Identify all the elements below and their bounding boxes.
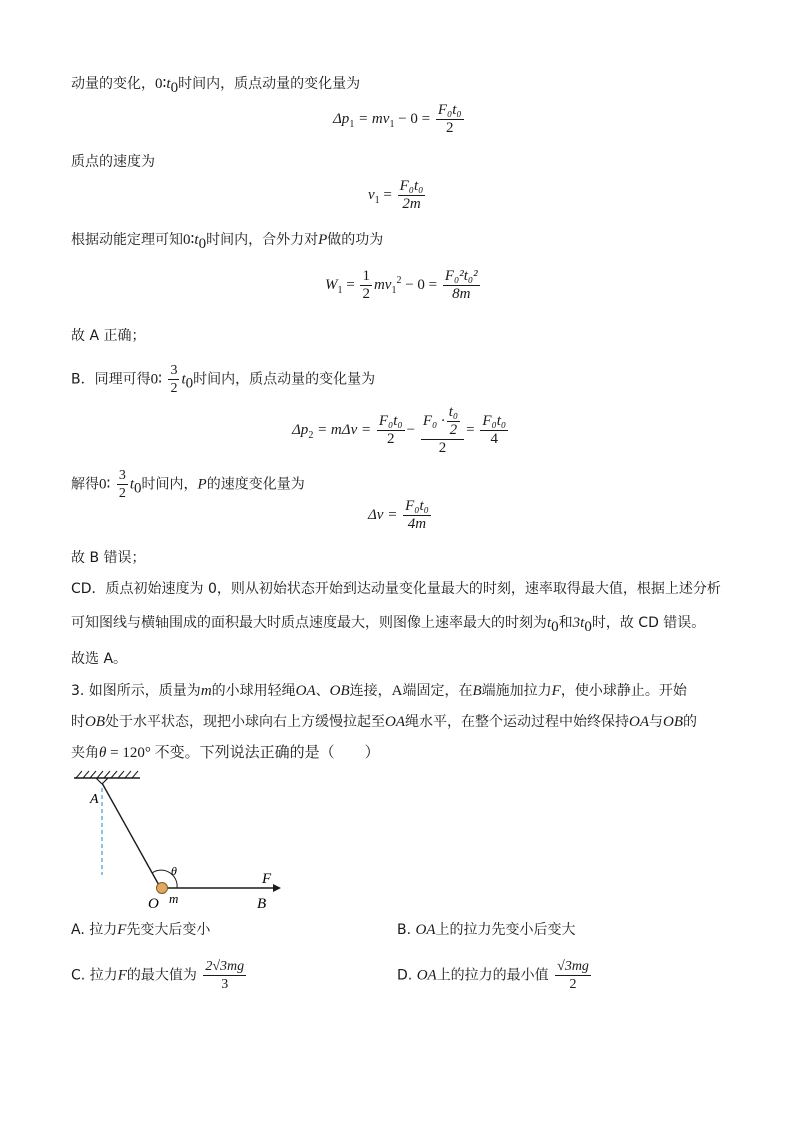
numerator — [421, 404, 464, 440]
var-t: t — [166, 76, 171, 92]
denominator: 3 — [221, 977, 229, 992]
eq-term: = mΔv = — [313, 421, 372, 438]
eq-term: − 0 = — [401, 276, 438, 293]
physics-diagram — [68, 770, 298, 915]
solution-line-8 — [71, 579, 721, 599]
subscript: 0 — [584, 618, 592, 635]
option-letter: C. — [71, 967, 86, 984]
equation-momentum-change-2 — [292, 404, 510, 457]
equals-sign: = — [466, 421, 475, 438]
label-m: m — [169, 891, 179, 906]
fraction-three-halves — [117, 467, 128, 502]
solution-line-6 — [71, 467, 305, 502]
var-t: t — [194, 232, 199, 248]
subscript: 0 — [170, 79, 179, 96]
equation-momentum-change-1 — [333, 102, 466, 137]
denominator: 4m — [407, 516, 427, 532]
inner-fraction — [447, 404, 460, 439]
option-A[interactable] — [71, 920, 210, 940]
option-text: 拉力 — [89, 922, 118, 938]
fraction-compound — [421, 404, 464, 457]
fraction — [377, 413, 405, 448]
text-segment: 端施加拉力 — [481, 683, 552, 699]
var-OB: OB — [663, 714, 683, 730]
text-segment: 根据动能定理可知 — [71, 232, 183, 248]
option-text: 的最大值为 — [126, 967, 197, 984]
denominator: 8m — [452, 286, 471, 302]
fraction-answer-C — [203, 958, 246, 993]
denominator: 2 — [438, 440, 447, 456]
var-F: F — [551, 683, 561, 699]
numerator: t₀ — [448, 404, 459, 420]
fraction-three-halves — [168, 362, 179, 397]
text-segment: 故选 A。 — [71, 651, 128, 667]
text-segment: 与 — [649, 714, 663, 730]
label-A: A — [90, 792, 99, 807]
eq-term: = — [379, 186, 392, 203]
denominator: 2 — [170, 381, 178, 396]
subscript: 0 — [198, 235, 207, 252]
text-segment: B．同理可得 — [71, 371, 151, 388]
interval-start: 0∶ — [99, 476, 111, 493]
text-segment: 质点的速度为 — [71, 154, 155, 170]
text-segment: ，使小球静止。开始 — [560, 683, 687, 699]
numerator: 3 — [170, 363, 178, 378]
minus-sign: − — [406, 421, 416, 438]
rope-OA — [102, 783, 160, 887]
equation-work — [325, 268, 482, 303]
text-segment: 夹角 — [71, 745, 99, 761]
var-OA: OA — [415, 922, 436, 938]
var-OB: OB — [85, 714, 105, 730]
interval-start: 0∶ — [183, 232, 195, 248]
option-text: 上的拉力的最小值 — [436, 967, 549, 984]
text-segment: 做的功为 — [327, 232, 384, 248]
numerator: 1 — [362, 268, 370, 284]
label-F: F — [262, 871, 272, 887]
text-segment: 时 — [71, 714, 85, 730]
denominator: 2m — [402, 196, 421, 212]
numerator: 3 — [118, 468, 126, 483]
numerator: F₀t₀ — [405, 498, 429, 514]
solution-line-1 — [71, 74, 360, 98]
denominator: 2 — [449, 422, 458, 438]
text-segment: 故 B 错误； — [71, 550, 146, 566]
text-segment: 时间内，质点动量的变化量为 — [193, 371, 376, 388]
text-segment: CD．质点初始速度为 0，则从初始状态开始到达动量变化量最大的时刻，速率取得最大值，根据上述分析 — [71, 581, 721, 597]
text-segment: = 120° 不变。下列说法正确的是（ ） — [106, 745, 380, 761]
eq-term: mv — [373, 276, 392, 293]
text-segment: 可知图线与横轴围成的面积最大时质点速度最大，则图像上速率最大的时刻为 — [71, 615, 547, 631]
solution-line-2 — [71, 152, 155, 172]
var-OA: OA — [295, 683, 316, 699]
numerator: F₀t₀ — [482, 413, 507, 429]
numerator: F₀t₀ — [399, 178, 424, 194]
label-O: O — [148, 896, 159, 912]
text-segment: 3. 如图所示，质量为 — [71, 683, 201, 699]
eq-lhs: v — [368, 186, 375, 203]
text-segment: 时间内， — [141, 476, 198, 493]
text-segment: 时间内，合外力对 — [206, 232, 319, 248]
text-segment: 端固定，在 — [402, 683, 473, 699]
fraction-half — [360, 268, 372, 303]
text-segment: 、 — [315, 683, 330, 699]
subscript: 1 — [389, 118, 395, 130]
question-3-line-1 — [71, 681, 687, 701]
label-theta: θ — [171, 864, 177, 878]
denominator: 2 — [386, 431, 395, 447]
interval-start: 0∶ — [155, 76, 167, 92]
fraction — [403, 498, 431, 533]
solution-line-3 — [71, 230, 383, 254]
eq-lhs: W — [325, 276, 338, 293]
subscript: 1 — [391, 284, 397, 296]
ceiling-hatch — [76, 771, 138, 778]
var-t: t — [181, 371, 186, 388]
denominator: 2 — [118, 486, 126, 501]
var-t: t — [129, 476, 135, 493]
label-B: B — [257, 896, 267, 912]
text-segment: 时，故 CD 错误。 — [591, 615, 706, 631]
superscript: 2 — [396, 274, 402, 286]
eq-term: = — [342, 276, 355, 293]
interval-start: 0∶ — [150, 371, 163, 388]
denominator: 2 — [362, 286, 370, 302]
var-OA: OA — [416, 967, 437, 984]
subscript: 1 — [374, 194, 380, 206]
knot-left — [96, 778, 102, 784]
option-D[interactable] — [397, 958, 593, 993]
knot-right — [102, 778, 108, 784]
text-segment: 的小球用轻绳 — [211, 683, 296, 699]
eq-term: − 0 = — [394, 110, 431, 127]
fraction — [436, 102, 464, 137]
var-m: m — [200, 683, 212, 699]
fraction — [398, 178, 426, 213]
var-theta: θ — [99, 745, 107, 761]
text-segment: 的 — [683, 714, 697, 730]
option-text: 上的拉力先变小后变大 — [435, 922, 576, 938]
option-letter: B. — [397, 922, 412, 938]
var-t: t — [547, 615, 552, 631]
eq-lhs: Δv = — [368, 506, 398, 523]
option-text: 先变大后变小 — [126, 922, 211, 938]
var-B: B — [472, 683, 482, 699]
numerator: 2√3mg — [205, 959, 245, 974]
var-OA: OA — [629, 714, 649, 730]
text-segment: 连接， — [349, 683, 392, 699]
denominator: 4 — [490, 431, 498, 447]
option-letter: A. — [71, 922, 85, 938]
numerator-part: F₀ · — [422, 412, 445, 429]
text-segment: 故 A 正确； — [71, 328, 146, 344]
var-F: F — [117, 922, 127, 938]
question-3-line-3 — [71, 743, 380, 763]
option-text: 拉力 — [89, 967, 118, 984]
equation-velocity-change — [368, 498, 433, 533]
option-B[interactable] — [397, 920, 576, 940]
solution-line-5 — [71, 362, 375, 397]
solution-line-7 — [71, 548, 146, 568]
numerator: F₀²t₀² — [444, 268, 478, 284]
solution-line-10 — [71, 649, 127, 669]
option-letter: D. — [397, 967, 413, 984]
text-segment: 和 — [558, 615, 573, 631]
var-F: F — [117, 967, 127, 984]
solution-line-9 — [71, 613, 705, 637]
question-3-line-2 — [71, 712, 697, 732]
var-P: P — [197, 476, 207, 493]
subscript: 1 — [337, 284, 343, 296]
eq-term: = mv — [354, 110, 390, 127]
option-C[interactable] — [71, 958, 248, 993]
numerator: F₀t₀ — [378, 413, 403, 429]
text-segment: 解得 — [71, 476, 99, 493]
fraction — [480, 413, 508, 448]
text-segment: 动量的变化， — [71, 76, 155, 92]
force-arrowhead — [273, 884, 281, 892]
var-OB: OB — [329, 683, 350, 699]
subscript: 0 — [134, 480, 142, 497]
text-segment: 处于水平状态，现把小球向右上方缓慢拉起至 — [105, 714, 385, 730]
fraction — [443, 268, 480, 303]
denominator: 2 — [569, 977, 577, 992]
equation-velocity — [368, 178, 427, 213]
var-3t: 3t — [572, 615, 585, 631]
fraction-answer-D — [555, 958, 591, 993]
text-segment: 时间内，质点动量的变化量为 — [178, 76, 361, 92]
eq-lhs: Δp — [333, 110, 350, 127]
denominator: 2 — [445, 120, 454, 136]
eq-lhs: Δp — [292, 421, 309, 438]
numerator: F₀t₀ — [437, 102, 462, 118]
var-P: P — [318, 232, 328, 248]
var-A: A — [391, 683, 403, 699]
text-segment: 的速度变化量为 — [206, 476, 305, 493]
subscript: 0 — [185, 375, 194, 392]
text-segment: 绳水平，在整个运动过程中始终保持 — [405, 714, 629, 730]
var-OA: OA — [385, 714, 405, 730]
subscript: 2 — [308, 429, 314, 441]
subscript: 0 — [551, 618, 559, 635]
subscript: 1 — [349, 118, 355, 130]
numerator: √3mg — [557, 959, 589, 974]
ball — [157, 883, 168, 894]
solution-line-4 — [71, 326, 145, 346]
